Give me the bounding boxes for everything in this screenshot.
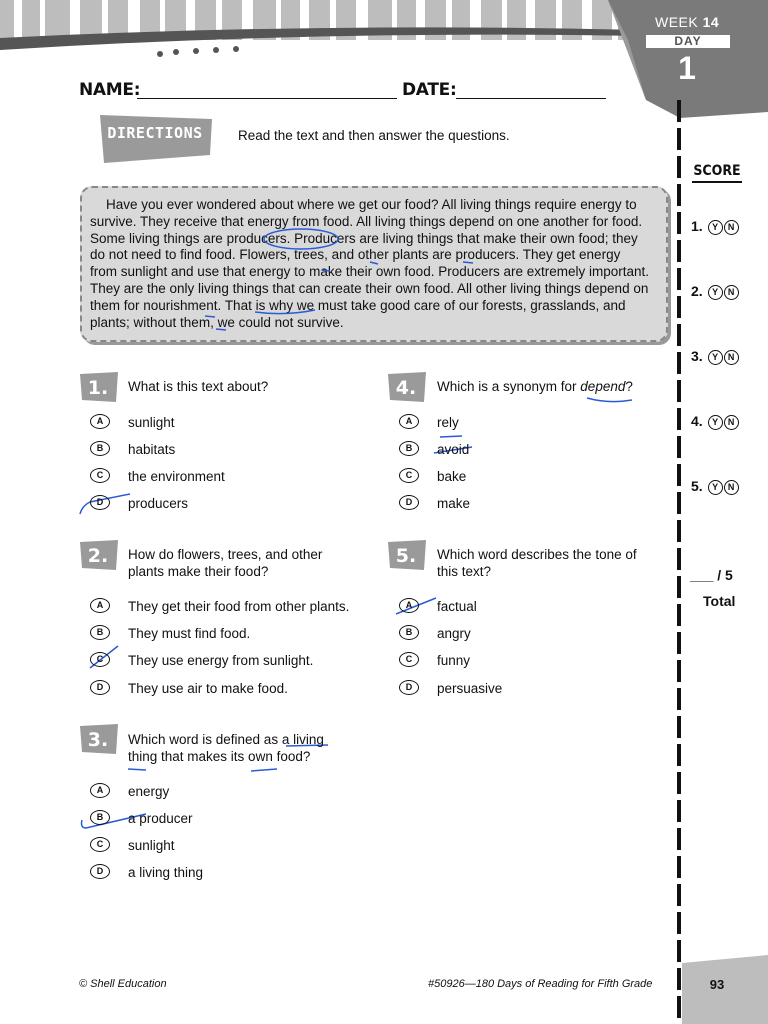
score-4-no-bubble[interactable]: N xyxy=(724,415,739,430)
svg-text:1.: 1. xyxy=(87,377,109,399)
dashed-divider xyxy=(677,100,681,1024)
q3-option-b-bubble[interactable]: B xyxy=(90,810,110,825)
passage-text: Have you ever wondered about where we get our food? All living things require energy to survive. They receive that energy from food. All living things depend on one another for food. Some living things are producers. Producers are living things that make their own food; they do not need to find food. Flowers, trees, and other plants are producers. They get energy from sunlight and use that energy to make their own food. Producers are extremely important. They are the only living things that can create their own food. All other living things depend on them for nourishment. That is why we must take good care of our forests, grasslands, and plants; without them, we could not survive. xyxy=(90,197,650,330)
question-4-badge xyxy=(388,372,426,402)
q2-option-a-bubble[interactable]: A xyxy=(90,598,110,613)
footer-copyright: © Shell Education xyxy=(79,978,167,990)
q2-option-c-text: They use energy from sunlight. xyxy=(128,653,314,668)
q3-option-c-text: sunlight xyxy=(128,838,175,853)
q4-option-a-bubble[interactable]: A xyxy=(399,414,419,429)
q3-option-d-bubble[interactable]: D xyxy=(90,864,110,879)
q4-option-c-text: bake xyxy=(437,469,467,484)
q5-option-c-bubble[interactable]: C xyxy=(399,652,419,667)
q2-option-c-bubble[interactable]: C xyxy=(90,652,110,667)
question-1-badge xyxy=(80,372,118,402)
score-item-1: 1. Y N xyxy=(691,218,739,235)
score-item-3: 3. Y N xyxy=(691,348,739,365)
day-number: 1 xyxy=(678,50,696,86)
decorative-header-band xyxy=(0,0,640,62)
score-2-yes-bubble[interactable]: Y xyxy=(708,285,723,300)
name-field[interactable] xyxy=(137,98,397,99)
q4-option-a-text: rely xyxy=(437,415,459,430)
score-1-no-bubble[interactable]: N xyxy=(724,220,739,235)
q3-option-d-text: a living thing xyxy=(128,865,204,880)
q5-option-d-text: persuasive xyxy=(437,681,503,696)
q4-option-c-bubble[interactable]: C xyxy=(399,468,419,483)
q2-option-d-bubble[interactable]: D xyxy=(90,680,110,695)
q1-option-c-bubble[interactable]: C xyxy=(90,468,110,483)
svg-text:3.: 3. xyxy=(87,729,109,751)
score-5-yes-bubble[interactable]: Y xyxy=(708,480,723,495)
score-3-yes-bubble[interactable]: Y xyxy=(708,350,723,365)
q3-option-b-text: a producer xyxy=(128,811,193,826)
q5-option-d-bubble[interactable]: D xyxy=(399,680,419,695)
page-number: 93 xyxy=(709,977,725,992)
score-total-label: Total xyxy=(703,593,736,609)
q4-option-d-bubble[interactable]: D xyxy=(399,495,419,510)
q5-option-b-bubble[interactable]: B xyxy=(399,625,419,640)
q2-option-b-bubble[interactable]: B xyxy=(90,625,110,640)
score-title: SCORE xyxy=(692,163,742,183)
q5-option-b-text: angry xyxy=(437,626,471,641)
date-label: DATE: xyxy=(402,80,457,100)
question-3-text: Which word is defined as a living thing that makes its own food? xyxy=(128,732,324,764)
score-1-yes-bubble[interactable]: Y xyxy=(708,220,723,235)
q1-option-d-text: producers xyxy=(128,496,189,511)
q1-option-b-text: habitats xyxy=(128,442,176,457)
week-label: WEEK 14 xyxy=(655,14,720,30)
q3-option-c-bubble[interactable]: C xyxy=(90,837,110,852)
date-field[interactable] xyxy=(456,98,606,99)
q4-option-b-bubble[interactable]: B xyxy=(399,441,419,456)
question-5-badge xyxy=(388,540,426,570)
q4-option-b-text: avoid xyxy=(437,442,470,457)
q3-option-a-text: energy xyxy=(128,784,170,799)
score-2-no-bubble[interactable]: N xyxy=(724,285,739,300)
q1-option-d-bubble[interactable]: D xyxy=(90,495,110,510)
day-label: DAY xyxy=(646,35,730,48)
directions-badge-label: DIRECTIONS xyxy=(107,124,203,142)
score-item-4: 4. Y N xyxy=(691,413,739,430)
question-2-text: How do flowers, trees, and other plants make their food? xyxy=(128,547,323,579)
name-label: NAME: xyxy=(79,80,141,100)
question-1-text: What is this text about? xyxy=(128,379,269,394)
question-2-badge xyxy=(80,540,118,570)
q5-option-a-text: factual xyxy=(437,599,477,614)
q1-option-b-bubble[interactable]: B xyxy=(90,441,110,456)
q1-option-c-text: the environment xyxy=(128,469,225,484)
svg-text:4.: 4. xyxy=(395,377,417,399)
q1-option-a-text: sunlight xyxy=(128,415,175,430)
score-3-no-bubble[interactable]: N xyxy=(724,350,739,365)
score-item-2: 2. Y N xyxy=(691,283,739,300)
score-item-5: 5. Y N xyxy=(691,478,739,495)
q2-option-b-text: They must find food. xyxy=(128,626,251,641)
svg-text:5.: 5. xyxy=(395,545,417,567)
directions-text: Read the text and then answer the questions. xyxy=(238,128,510,143)
score-total-field[interactable]: ___ / 5 xyxy=(690,567,733,583)
question-5-text: Which word describes the tone of this text? xyxy=(437,547,637,579)
score-5-no-bubble[interactable]: N xyxy=(724,480,739,495)
footer-book-title: #50926—180 Days of Reading for Fifth Grade xyxy=(428,978,653,990)
q5-option-c-text: funny xyxy=(437,653,471,668)
q4-option-d-text: make xyxy=(437,496,471,511)
q2-option-a-text: They get their food from other plants. xyxy=(128,599,350,614)
question-3-badge xyxy=(80,724,118,754)
q3-option-a-bubble[interactable]: A xyxy=(90,783,110,798)
score-4-yes-bubble[interactable]: Y xyxy=(708,415,723,430)
q5-option-a-bubble[interactable]: A xyxy=(399,598,419,613)
svg-text:2.: 2. xyxy=(87,545,109,567)
question-4-text: Which is a synonym for depend? xyxy=(437,379,633,394)
q2-option-d-text: They use air to make food. xyxy=(128,681,288,696)
q1-option-a-bubble[interactable]: A xyxy=(90,414,110,429)
